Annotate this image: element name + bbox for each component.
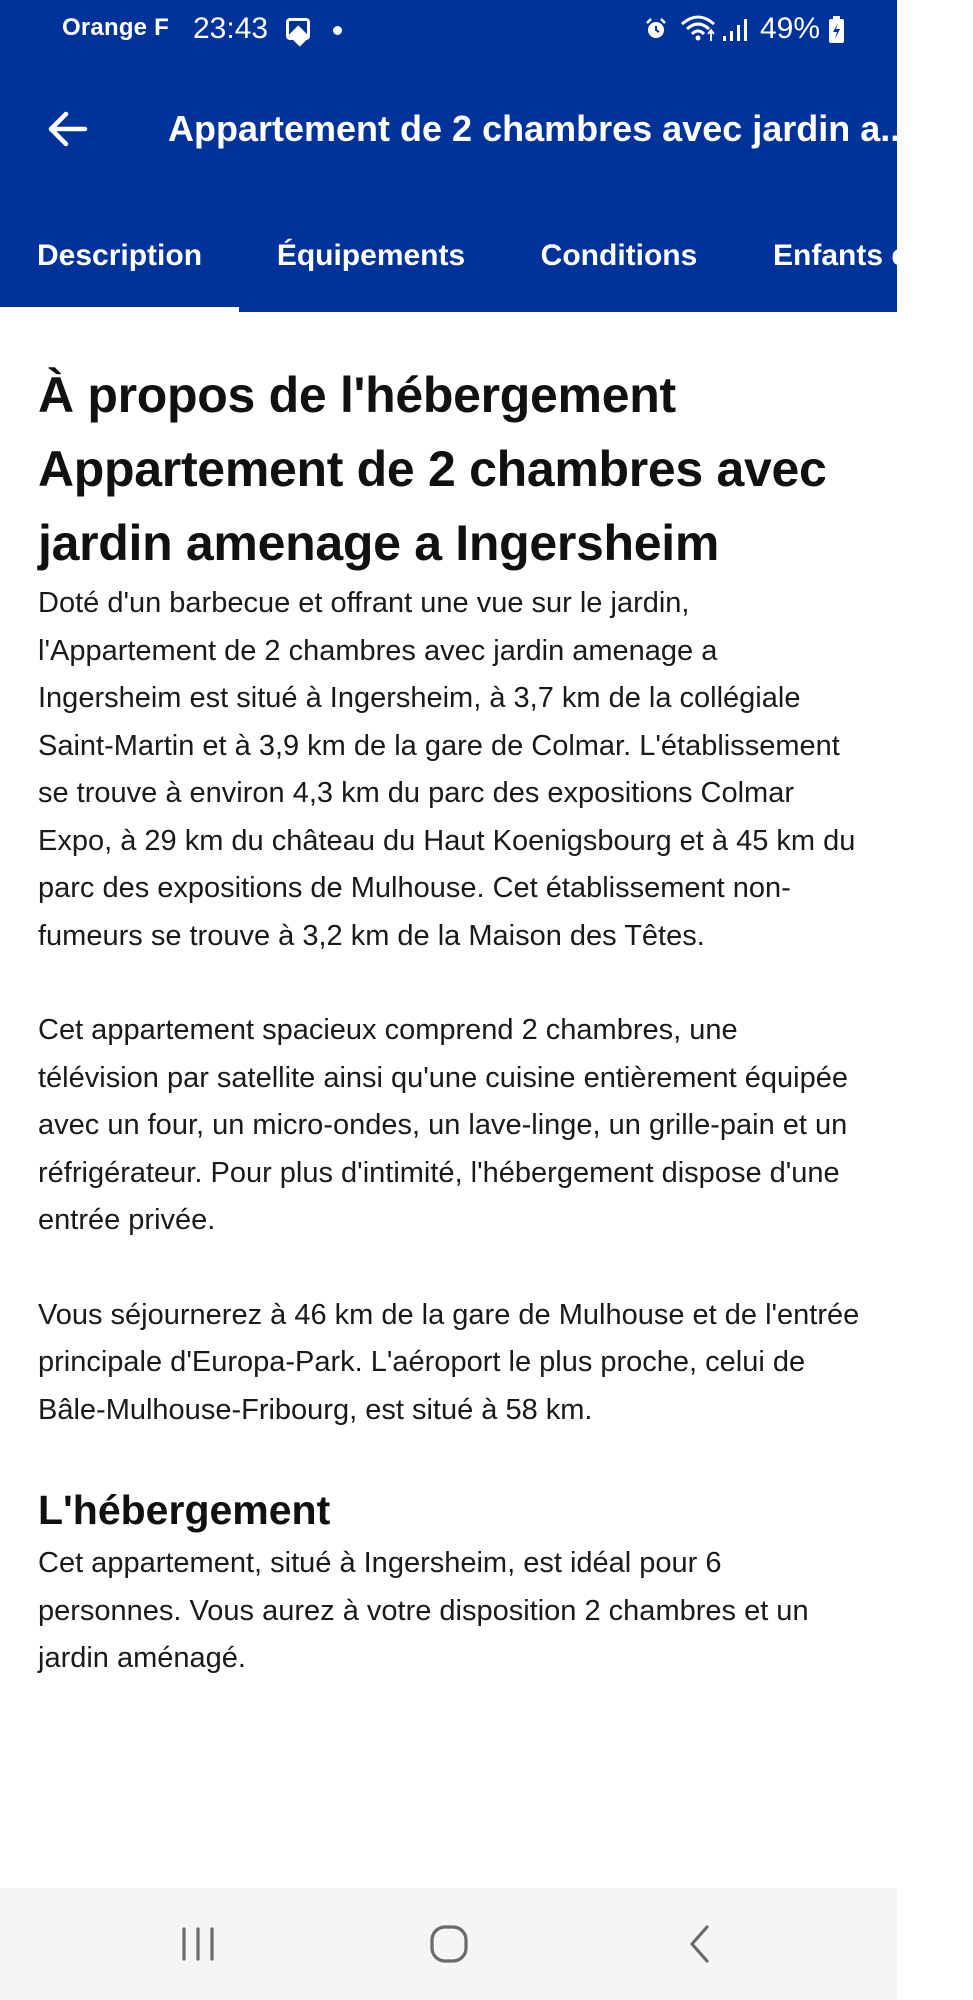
arrow-left-icon bbox=[47, 111, 87, 147]
tab-description[interactable]: Description bbox=[0, 200, 239, 312]
back-button[interactable] bbox=[34, 96, 100, 162]
description-paragraph: Vous séjournerez à 46 km de la gare de Mulhouse et de l'entrée principale d'Europa-Park. L'aéroport le plus proche, celui de Bâle-Mulhouse-Fribourg, est situé à 58 km. bbox=[38, 1298, 860, 1426]
back-chevron-icon bbox=[687, 1923, 713, 1965]
home-button[interactable] bbox=[389, 1888, 509, 2000]
about-heading: À propos de l'hébergement Appartement de 2 chambres avec jardin amenage a Ingersheim bbox=[38, 367, 827, 571]
alarm-icon bbox=[645, 18, 667, 40]
status-bar bbox=[0, 0, 897, 60]
description-paragraph: Cet appartement spacieux comprend 2 chambres, une télévision par satellite ainsi qu'une cuisine entièrement équipée avec un four, un micro-ondes, un lave-linge, un grille-pain et un réfrigérateur. Pour plus d'intimité, l'hébergement dispose d'une entrée privée. bbox=[38, 1014, 848, 1236]
description-content bbox=[38, 312, 864, 1683]
page-title: Appartement de 2 chambres avec jardin a... bbox=[168, 108, 911, 149]
clock: 23:43 bbox=[193, 12, 269, 45]
notification-dot-icon bbox=[333, 26, 342, 35]
system-back-button[interactable] bbox=[640, 1888, 760, 2000]
tab-conditions[interactable]: Conditions bbox=[540, 239, 698, 272]
top-bar bbox=[0, 0, 970, 312]
recents-button[interactable] bbox=[138, 1888, 258, 2000]
carrier-label: Orange F bbox=[62, 14, 169, 41]
app-bar bbox=[0, 60, 911, 200]
tab-equipements[interactable]: Équipements bbox=[276, 239, 466, 272]
tab-bar bbox=[0, 200, 970, 312]
home-icon bbox=[429, 1924, 469, 1964]
system-nav-bar bbox=[0, 1888, 897, 2000]
description-paragraph: Doté d'un barbecue et offrant une vue sur le jardin, l'Appartement de 2 chambres avec jardin amenage a Ingersheim est situé à Ingersheim, à 3,7 km de la collégiale Saint-Martin et à 3,9 km de la gare de Colmar. L'établissement se trouve à environ 4,3 km du parc des expositions Colmar Expo, à 29 km du château du Haut Koenigsbourg et à 45 km du parc des expositions de Mulhouse. Cet établissement non-fumeurs se trouve à 3,2 km de la Maison des Têtes. bbox=[38, 587, 856, 952]
battery-icon bbox=[828, 16, 845, 44]
signal-icon bbox=[722, 14, 754, 42]
tab-enfants[interactable]: Enfants et lits bbox=[773, 239, 970, 272]
accommodation-heading: L'hébergement bbox=[38, 1487, 331, 1533]
wifi-icon bbox=[680, 14, 716, 42]
recents-icon bbox=[178, 1926, 218, 1962]
photo-icon bbox=[286, 18, 310, 40]
battery-percentage: 49% bbox=[760, 12, 821, 45]
accommodation-paragraph: Cet appartement, situé à Ingersheim, est idéal pour 6 personnes. Vous aurez à votre disposition 2 chambres et un jardin aménagé. bbox=[38, 1547, 809, 1674]
